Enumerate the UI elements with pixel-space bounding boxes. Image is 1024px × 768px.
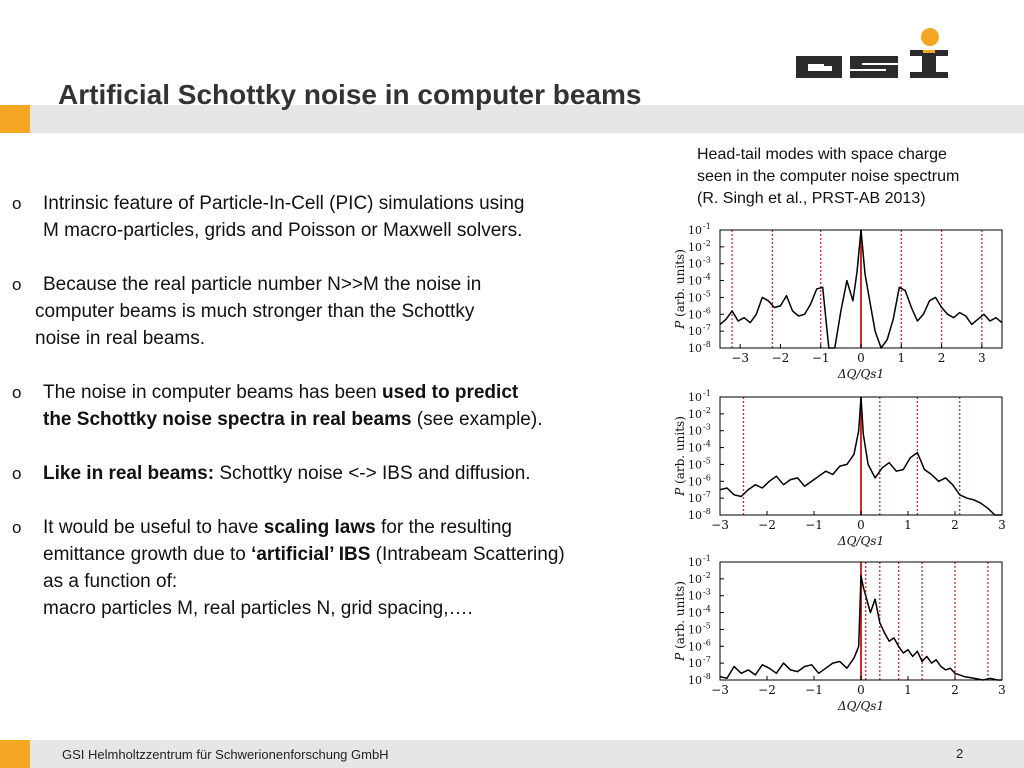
bullet-line <box>35 325 682 352</box>
y-tick-label: 10 <box>688 509 702 522</box>
y-tick-exponent: -7 <box>703 490 711 500</box>
bullet-emphasis: scaling laws <box>263 517 376 538</box>
x-axis-label: ΔQ/Qs1 <box>837 699 885 713</box>
bullet-text: Intrinsic feature of Particle-In-Cell (PIC) simulations using <box>43 193 525 214</box>
bullet-marker: o <box>12 275 22 294</box>
bullet-emphasis: used to predict <box>382 382 519 403</box>
bullet-line <box>43 568 682 595</box>
y-axis-label-var: P <box>673 320 687 329</box>
x-tick-label: 3 <box>998 683 1006 697</box>
bullet-line <box>43 217 682 244</box>
x-tick-label: 3 <box>998 518 1006 532</box>
y-axis-label-var: P <box>673 652 687 661</box>
y-tick-exponent: -1 <box>703 554 711 563</box>
y-tick-label: 10 <box>688 589 702 603</box>
bullet-line <box>43 379 682 406</box>
y-tick-exponent: -6 <box>703 306 711 316</box>
bullet-text: macro particles M, real particles N, grid spacing,…. <box>43 598 473 619</box>
y-tick-label: 10 <box>688 572 702 586</box>
x-tick-label: 2 <box>951 683 959 697</box>
bullet-text: Schottky noise <-> IBS and diffusion. <box>214 463 531 484</box>
x-axis-label: ΔQ/Qs1 <box>837 367 885 381</box>
y-tick-label: 10 <box>688 391 702 404</box>
bullet-line <box>43 595 682 622</box>
y-tick-label: 10 <box>688 224 702 237</box>
x-tick-label: −2 <box>758 683 776 697</box>
y-tick-exponent: -1 <box>703 389 711 398</box>
bullet-text: as a function of: <box>43 571 178 592</box>
bullet-line <box>43 406 682 433</box>
y-tick-label: 10 <box>688 342 702 355</box>
bullet-marker: o <box>12 464 22 483</box>
x-tick-label: 0 <box>857 351 865 365</box>
x-tick-label: −2 <box>758 518 776 532</box>
y-tick-label: 10 <box>688 441 702 455</box>
y-tick-label: 10 <box>688 274 702 288</box>
bullet-list <box>12 190 682 649</box>
y-tick-exponent: -8 <box>703 507 711 516</box>
bullet-line <box>43 271 682 298</box>
bullet-line <box>43 541 682 568</box>
x-tick-label: 1 <box>904 683 912 697</box>
y-tick-label: 10 <box>688 674 702 687</box>
y-tick-label: 10 <box>688 640 702 654</box>
y-tick-exponent: -6 <box>703 473 711 483</box>
y-tick-exponent: -4 <box>703 272 711 282</box>
y-tick-label: 10 <box>688 407 702 421</box>
page-number: 2 <box>956 746 964 761</box>
footer-accent-square <box>0 740 30 768</box>
x-tick-label: −1 <box>811 351 830 365</box>
bullet-text: noise in real beams. <box>35 328 206 349</box>
bullet-emphasis: the Schottky noise spectra in real beams <box>43 409 412 430</box>
y-tick-label: 10 <box>688 623 702 637</box>
bullet-text: M macro-particles, grids and Poisson or Maxwell solvers. <box>43 220 523 241</box>
footer-institution: GSI Helmholtzzentrum für Schwerionenforschung GmbH <box>62 747 389 762</box>
x-tick-label: −1 <box>805 683 823 697</box>
y-tick-exponent: -5 <box>703 456 711 466</box>
y-tick-label: 10 <box>688 257 702 271</box>
x-tick-label: −2 <box>771 351 790 365</box>
y-tick-exponent: -3 <box>703 587 711 597</box>
bullet-line <box>43 514 682 541</box>
y-axis-label <box>673 249 687 330</box>
y-tick-exponent: -1 <box>703 222 711 231</box>
bullet-text: emittance growth due to <box>43 544 252 565</box>
x-tick-label: 2 <box>951 518 959 532</box>
y-axis-label <box>673 416 687 497</box>
y-tick-label: 10 <box>688 291 702 305</box>
y-tick-exponent: -4 <box>703 604 711 614</box>
y-tick-exponent: -8 <box>703 340 711 349</box>
y-tick-exponent: -5 <box>703 289 711 299</box>
gsi-logo <box>794 26 948 80</box>
bullet-item <box>12 190 682 244</box>
bullet-line <box>35 298 682 325</box>
bullet-line <box>43 190 682 217</box>
figure-caption <box>697 144 1022 210</box>
y-tick-exponent: -4 <box>703 439 711 449</box>
y-axis-label-rest: (arb. units) <box>673 581 687 653</box>
slide-title: Artificial Schottky noise in computer beams <box>58 79 642 110</box>
y-tick-exponent: -2 <box>703 570 711 580</box>
y-tick-label: 10 <box>688 556 702 569</box>
y-tick-label: 10 <box>688 657 702 671</box>
bullet-emphasis: Like in real beams: <box>43 463 215 484</box>
y-tick-exponent: -3 <box>703 255 711 265</box>
bullet-item <box>12 379 682 433</box>
x-tick-label: 0 <box>857 518 865 532</box>
y-tick-label: 10 <box>688 308 702 322</box>
noise-spectrum-plot-1 <box>668 222 1024 382</box>
bullet-emphasis: ‘artificial’ IBS <box>251 544 371 565</box>
y-axis-label <box>673 581 687 662</box>
bullet-item <box>12 514 682 622</box>
x-tick-label: 0 <box>857 683 865 697</box>
caption-line: seen in the computer noise spectrum <box>697 168 960 185</box>
bullet-item <box>12 460 682 487</box>
logo-letter-g <box>796 56 842 78</box>
y-axis-label-var: P <box>673 487 687 496</box>
bullet-text: computer beams is much stronger than the Schottky <box>35 301 475 322</box>
caption-line: (R. Singh et al., PRST-AB 2013) <box>697 190 926 207</box>
y-tick-exponent: -2 <box>703 405 711 415</box>
noise-spectrum-plot-2 <box>668 389 1024 549</box>
x-tick-label: −3 <box>731 351 749 365</box>
bullet-text: Because the real particle number N>>M the noise in <box>43 274 482 295</box>
y-axis-label-rest: (arb. units) <box>673 249 687 321</box>
y-tick-exponent: -7 <box>703 655 711 665</box>
bullet-text: It would be useful to have <box>43 517 264 538</box>
y-tick-label: 10 <box>688 475 702 489</box>
bullet-text: (Intrabeam Scattering) <box>370 544 565 565</box>
caption-line: Head-tail modes with space charge <box>697 146 947 163</box>
bullet-line <box>43 460 682 487</box>
bullet-marker: o <box>12 383 22 402</box>
y-tick-exponent: -5 <box>703 621 711 631</box>
x-tick-label: 1 <box>904 518 912 532</box>
y-tick-label: 10 <box>688 458 702 472</box>
x-axis-label: ΔQ/Qs1 <box>837 534 885 548</box>
logo-letter-i <box>910 50 948 78</box>
x-tick-label: −1 <box>805 518 823 532</box>
bullet-marker: o <box>12 518 22 537</box>
noise-spectrum-plot-3 <box>668 554 1024 714</box>
bullet-text: (see example). <box>411 409 543 430</box>
y-axis-label-rest: (arb. units) <box>673 416 687 488</box>
logo-dot <box>921 28 939 46</box>
x-tick-label: 1 <box>897 351 906 365</box>
y-tick-exponent: -2 <box>703 238 711 248</box>
x-tick-label: 2 <box>937 351 946 365</box>
title-accent-square <box>0 105 30 133</box>
bullet-marker: o <box>12 194 22 213</box>
bullet-item <box>12 271 682 352</box>
x-tick-label: 3 <box>978 351 986 365</box>
logo-letter-s <box>850 56 898 78</box>
y-tick-exponent: -3 <box>703 422 711 432</box>
y-tick-exponent: -8 <box>703 672 711 681</box>
y-tick-label: 10 <box>688 325 702 339</box>
x-tick-label: −3 <box>711 683 729 697</box>
y-tick-label: 10 <box>688 424 702 438</box>
y-tick-label: 10 <box>688 492 702 506</box>
y-tick-label: 10 <box>688 606 702 620</box>
x-tick-label: −3 <box>711 518 729 532</box>
y-tick-label: 10 <box>688 240 702 254</box>
bullet-text: The noise in computer beams has been <box>43 382 383 403</box>
bullet-text: for the resulting <box>375 517 512 538</box>
y-tick-exponent: -6 <box>703 638 711 648</box>
y-tick-exponent: -7 <box>703 323 711 333</box>
